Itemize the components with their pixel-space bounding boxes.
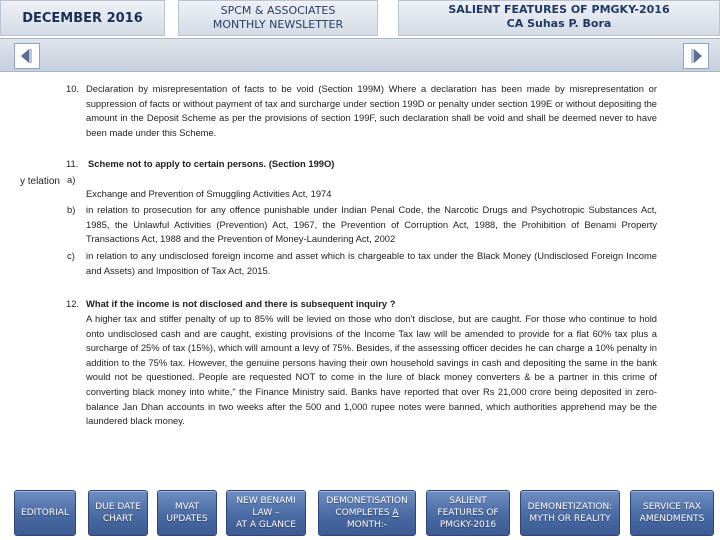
editorial-button[interactable]: EDITORIAL — [14, 490, 76, 536]
list-item-text: Exchange and Prevention of Smuggling Activities Act, 1974 — [86, 188, 332, 199]
list-item-label: c) — [67, 250, 75, 261]
new-benami-law-button[interactable]: NEW BENAMI LAW – AT A GLANCE — [226, 490, 306, 536]
navigation-bar — [0, 38, 720, 72]
clipped-sidebar-text: y telation — [19, 176, 60, 187]
list-item-text: in relation to any undisclosed foreign income and asset which is chargeable to tax under the Black Money (Undisclosed Foreign Income and Assets) and Imposition of Tax Act, 2015. — [86, 250, 657, 276]
demonetisation-month-button[interactable]: DEMONETISATION COMPLETES A MONTH:- — [318, 490, 416, 536]
firm-name-box — [178, 0, 378, 36]
myth-or-reality-button[interactable]: DEMONETIZATION: MYTH OR REALITY — [520, 490, 620, 536]
article-author: CA Suhas P. Bora — [506, 16, 612, 30]
section-11-heading: Scheme not to apply to certain persons. (Section 199O) — [88, 158, 335, 169]
service-tax-amendments-button[interactable]: SERVICE TAX AMENDMENTS — [630, 490, 714, 536]
mvat-updates-button[interactable]: MVAT UPDATES — [157, 490, 217, 536]
firm-name: SPCM & ASSOCIATES — [220, 4, 336, 18]
section-10-text: Declaration by misrepresentation of facts to be void (Section 199M) Where a declaration has been made by misrepresentation or suppression of facts or without payment of tax and surcharge under section 199D or penalty under section 199E or without depositing the amount in the Deposit Scheme as per the provisions of section 199F, such declaration shall be void and shall be deemed never to have been made under this Scheme. — [86, 83, 657, 138]
due-date-chart-button[interactable]: DUE DATE CHART — [88, 490, 148, 536]
next-page-button[interactable] — [683, 43, 709, 69]
section-number: 12. — [66, 298, 80, 309]
newsletter-month — [0, 0, 165, 36]
list-item-label: a) — [67, 174, 76, 185]
triangle-left-icon — [20, 48, 34, 64]
month-label: DECEMBER 2016 — [22, 10, 143, 26]
section-number: 11. — [66, 158, 79, 169]
section-number: 10. — [66, 83, 80, 94]
article-title-box — [398, 0, 720, 36]
newsletter-label: MONTHLY NEWSLETTER — [212, 18, 344, 31]
previous-page-button[interactable] — [14, 43, 40, 69]
list-item-text: in relation to prosecution for any offence punishable under Indian Penal Code, the Narcotic Drugs and Psychotropic Substances Act, 1985, the Unlawful Activities (Prevention) Act, 1967, the Prevention of Corruption Act, 1988, the Prohibition of Benami Property Transactions Act, 1988 and the Prevention of Money-Laundering Act, 2002 — [86, 204, 657, 245]
list-item-label: b) — [67, 204, 76, 215]
section-12-heading: What if the income is not disclosed and there is subsequent inquiry ? — [86, 298, 396, 309]
article-title: SALIENT FEATURES OF PMGKY-2016 — [448, 3, 670, 16]
triangle-right-icon — [689, 48, 703, 64]
salient-features-button[interactable]: SALIENT FEATURES OF PMGKY-2016 — [426, 490, 510, 536]
section-12-text: A higher tax and stiffer penalty of up to 85% will be levied on those who don't disclose, but are caught. For those who continue to hold onto undisclosed cash and are caught, existing provisions of the Income Tax law will be amended to provide for a flat 60% tax plus a surcharge of 25% of tax (15%), which will amount a levy of 75%. Besides, if the assessing officer decides he can charge a 10% penalty in addition to the 75% tax. However, the genuine persons having their own household savings in cash and depositing the same in the bank would not be questioned. People are requested NOT to come in the lure of black money converters & be a partner in this crime of converting black money into white," the Finance Ministry said. Banks have reported that over Rs 21,000 crore being deposited in zero-balance Jan Dhan accounts in two weeks after the 500 and 1,000 rupee notes were banned, which authorities apprehend may be the laundered black money. — [86, 313, 657, 427]
